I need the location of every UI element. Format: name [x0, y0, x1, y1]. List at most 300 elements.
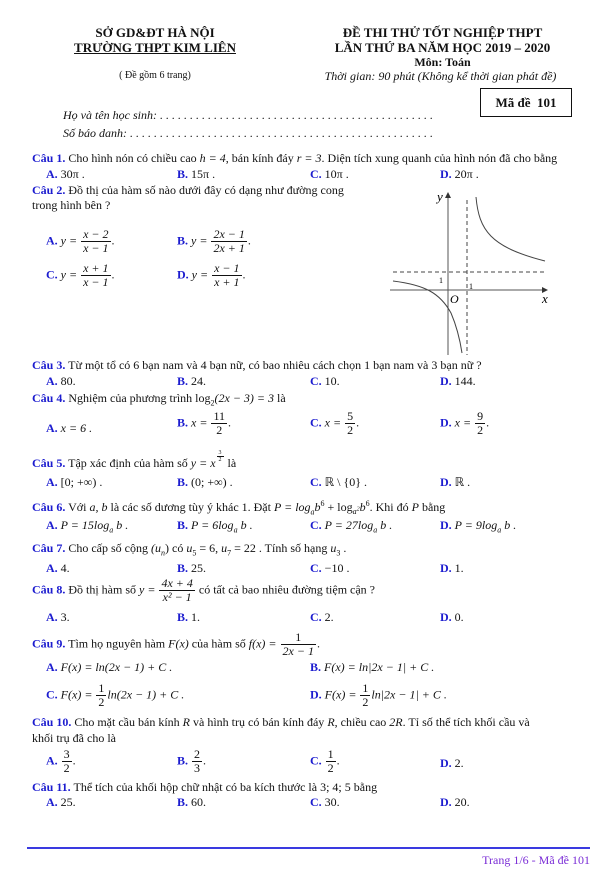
numerator: 5	[347, 409, 354, 423]
math: P	[411, 500, 419, 514]
question-1	[32, 151, 557, 165]
option-letter: A.	[46, 475, 58, 489]
x-axis-label: x	[542, 291, 548, 306]
option-text: [0; +∞) .	[60, 475, 103, 489]
option-a[interactable]	[46, 374, 76, 388]
option-letter: B.	[177, 518, 189, 532]
math: y =	[60, 267, 78, 282]
option-d[interactable]	[310, 682, 447, 709]
math: F(x)	[168, 636, 189, 651]
option-text: 20.	[454, 795, 470, 809]
option-b[interactable]	[177, 748, 206, 775]
option-c[interactable]	[310, 410, 359, 437]
question-label: Câu 4.	[32, 391, 66, 405]
fraction	[81, 228, 110, 255]
option-b[interactable]	[177, 518, 253, 537]
numerator: 11	[213, 409, 226, 423]
exam-subject: Môn: Toán	[414, 55, 471, 69]
option-text: 24.	[191, 374, 207, 388]
option-text: 25.	[191, 561, 207, 575]
question-2-cont: trong hình bên ?	[32, 198, 111, 212]
option-text: 15π .	[191, 167, 216, 181]
math: x =	[454, 415, 472, 430]
option-letter: B.	[177, 561, 189, 575]
option-letter: C.	[310, 167, 322, 181]
option-letter: A.	[46, 610, 58, 624]
denominator: 2	[216, 423, 223, 437]
option-c[interactable]	[310, 518, 392, 537]
page-count-note: ( Đề gồm 6 trang)	[119, 70, 191, 81]
option-letter: C.	[310, 795, 322, 809]
option-b[interactable]	[177, 561, 206, 575]
math: f(x) =	[248, 636, 277, 651]
option-letter: C.	[310, 561, 322, 575]
exam-code-box	[480, 88, 572, 117]
option-b[interactable]	[177, 374, 206, 388]
math-sub: 3	[336, 548, 341, 558]
option-text: ℝ .	[454, 475, 471, 489]
math: b .	[377, 518, 393, 532]
math: R	[182, 715, 190, 729]
option-b[interactable]	[177, 610, 200, 624]
math: y =	[191, 267, 209, 282]
denominator: x − 1	[83, 275, 109, 289]
option-a[interactable]	[46, 518, 128, 537]
punct: .	[111, 233, 115, 248]
student-name-field[interactable]: Họ và tên học sinh: . . . . . . . . . . . . . . . . . . . . . . . . . . . . . . . . . . . . . . . . . . . . . .	[63, 108, 433, 122]
math-sup: 2	[356, 506, 360, 513]
option-letter: C.	[310, 753, 322, 768]
fraction	[360, 682, 370, 709]
math: y = x	[190, 456, 216, 470]
math: x =	[191, 415, 208, 430]
question-label: Câu 7.	[32, 541, 66, 555]
denominator: 2	[98, 695, 105, 709]
option-d[interactable]	[440, 475, 470, 489]
option-letter: A.	[46, 167, 58, 181]
math: ln(2x − 1) + C .	[107, 687, 185, 702]
exam-title: ĐỀ THI THỬ TỐT NGHIỆP THPT	[342, 25, 543, 40]
option-c[interactable]	[310, 748, 340, 775]
question-8	[32, 577, 375, 604]
math-sub: 7	[227, 548, 232, 558]
student-id-field[interactable]: Số báo danh: . . . . . . . . . . . . . . . . . . . . . . . . . . . . . . . . . . . . . . . . . . . . . . . . . . .	[63, 126, 433, 140]
fraction	[212, 262, 241, 289]
question-text: . Tỉ số thể tích khối cầu và	[402, 715, 530, 729]
math: u	[221, 541, 228, 555]
fraction	[475, 410, 485, 437]
denominator: 2	[327, 761, 334, 775]
option-letter: B.	[177, 795, 189, 809]
option-d[interactable]	[440, 795, 470, 809]
department-name: SỞ GD&ĐT HÀ NỘI	[95, 25, 215, 40]
fraction	[326, 748, 336, 775]
math: b .	[237, 518, 253, 532]
exponent-fraction	[217, 450, 224, 463]
numerator: 2x − 1	[213, 227, 245, 241]
option-letter: C.	[46, 267, 58, 282]
numerator: 1	[362, 681, 369, 695]
numerator: 1	[98, 681, 105, 695]
fraction	[81, 262, 110, 289]
option-letter: D.	[440, 561, 452, 575]
option-letter: A.	[46, 660, 58, 674]
math: F(x) =	[324, 687, 357, 702]
numerator: 1	[281, 631, 316, 645]
option-letter: D.	[440, 795, 452, 809]
question-text: và hình trụ có bán kính đáy	[190, 715, 328, 729]
math: b	[314, 500, 321, 514]
option-d[interactable]	[440, 561, 464, 575]
math: x =	[324, 415, 342, 430]
option-d[interactable]	[440, 756, 464, 770]
numerator: x − 1	[214, 261, 240, 275]
option-letter: B.	[310, 660, 322, 674]
question-label: Câu 6.	[32, 500, 66, 514]
option-b[interactable]	[177, 410, 231, 437]
question-text: Tập xác định của hàm số	[68, 456, 191, 470]
math-sub: a	[310, 507, 315, 517]
question-label: Câu 10.	[32, 715, 72, 729]
math: b	[359, 500, 366, 514]
question-text: là	[274, 391, 286, 405]
option-letter: D.	[440, 374, 452, 388]
punct: .	[336, 753, 340, 768]
option-d[interactable]	[177, 262, 246, 289]
math: ln|2x − 1| + C .	[371, 687, 447, 702]
question-7	[32, 541, 346, 560]
option-letter: D.	[440, 475, 452, 489]
option-text: 10.	[324, 374, 340, 388]
question-text: có tất cả bao nhiêu đường tiệm cận ?	[195, 582, 376, 597]
option-b[interactable]	[177, 167, 215, 181]
option-c[interactable]	[310, 374, 340, 388]
denominator: 2	[477, 423, 484, 437]
math: (u	[151, 541, 161, 555]
option-letter: D.	[440, 610, 452, 624]
option-text: F(x) = ln(2x − 1) + C .	[60, 660, 173, 674]
option-c[interactable]	[310, 561, 349, 575]
option-letter: D.	[440, 167, 452, 181]
question-label: Câu 8.	[32, 582, 66, 597]
question-10	[32, 715, 530, 729]
question-label: Câu 2.	[32, 183, 66, 197]
option-text: 2.	[454, 756, 464, 770]
math: (2x − 3) = 3	[214, 391, 275, 405]
option-a[interactable]	[46, 561, 70, 575]
option-text: 1.	[454, 561, 464, 575]
question-11	[32, 780, 377, 794]
fraction	[159, 577, 194, 604]
question-label: Câu 5.	[32, 456, 66, 470]
option-letter: C.	[310, 374, 322, 388]
fraction	[211, 228, 246, 255]
option-a[interactable]	[46, 795, 76, 809]
option-b[interactable]	[177, 795, 206, 809]
option-text: 144.	[454, 374, 476, 388]
question-label: Câu 11.	[32, 780, 71, 794]
option-letter: A.	[46, 518, 58, 532]
option-letter: B.	[177, 167, 189, 181]
option-d[interactable]	[440, 410, 489, 437]
origin-label: O	[450, 292, 459, 306]
punct: .	[316, 636, 320, 651]
math: b .	[501, 518, 517, 532]
option-text: 60.	[191, 795, 207, 809]
option-letter: C.	[310, 610, 322, 624]
option-a[interactable]	[46, 228, 115, 255]
question-label: Câu 9.	[32, 636, 66, 651]
curve-right-branch	[476, 197, 545, 261]
option-letter: A.	[46, 561, 58, 575]
numerator: 3	[218, 450, 222, 456]
denominator: 2	[362, 695, 369, 709]
denominator: 3	[194, 761, 201, 775]
math-sub: 2	[210, 398, 215, 408]
option-letter: B.	[177, 475, 189, 489]
option-letter: A.	[46, 421, 58, 435]
question-text: Nghiệm của phương trình	[68, 391, 196, 405]
punct: .	[72, 753, 76, 768]
question-text: Thể tích của khối hộp chữ nhật có ba kích thước là 3; 4; 5 bằng	[73, 780, 378, 794]
math: y =	[139, 582, 156, 597]
option-text: 2.	[324, 610, 334, 624]
option-letter: B.	[177, 415, 189, 430]
question-text: Cho cấp số cộng	[68, 541, 151, 555]
math: F(x) =	[60, 687, 93, 702]
math: R	[327, 715, 335, 729]
option-a[interactable]	[46, 167, 85, 181]
numerator: 1	[327, 747, 334, 761]
option-text: −10 .	[324, 561, 350, 575]
punct: .	[228, 415, 232, 430]
question-label: Câu 3.	[32, 358, 66, 372]
question-text: của hàm số	[188, 636, 249, 651]
math-sub: a	[109, 525, 114, 535]
denominator: 2x − 1	[282, 644, 314, 658]
exam-code: Mã đề 101	[495, 94, 557, 110]
math: a, b	[89, 500, 108, 514]
option-d[interactable]	[440, 518, 516, 537]
question-text: Đồ thị hàm số	[68, 582, 140, 597]
function-graph	[385, 185, 565, 355]
question-2	[32, 183, 344, 197]
question-text: . Tính số hạng	[255, 541, 331, 555]
question-3	[32, 358, 482, 372]
numerator: 4x + 4	[161, 576, 193, 590]
question-5	[32, 450, 237, 470]
option-text: 4.	[60, 561, 70, 575]
option-a[interactable]	[46, 660, 172, 674]
question-text: có	[169, 541, 187, 555]
punct: .	[340, 541, 347, 555]
punct: .	[242, 267, 246, 282]
fraction	[281, 631, 316, 658]
math: 2R	[389, 715, 403, 729]
question-text: Đồ thị của hàm số nào dưới đây có dạng như đường cong	[68, 183, 344, 197]
option-text: ℝ \ {0} .	[324, 475, 368, 489]
math-sub: a	[233, 525, 238, 535]
denominator: 2	[218, 457, 222, 463]
option-text: 30.	[324, 795, 340, 809]
question-9	[32, 631, 320, 658]
option-d[interactable]	[440, 374, 476, 388]
question-text: , chiều cao	[334, 715, 390, 729]
page-footer: Trang 1/6 - Mã đề 101	[482, 853, 590, 867]
question-text: Từ một tổ có 6 bạn nam và 4 bạn nữ, có bao nhiêu cách chọn 1 bạn nam và 3 bạn nữ ?	[68, 358, 482, 372]
option-b[interactable]	[177, 475, 233, 489]
math: = 6,	[196, 541, 222, 555]
math: a	[352, 507, 357, 517]
question-text: Tìm họ nguyên hàm	[68, 636, 169, 651]
question-text: Cho hình nón có chiều cao	[68, 151, 200, 165]
question-text: , bán kính đáy	[225, 151, 297, 165]
punct: .	[486, 415, 490, 430]
option-c[interactable]	[310, 610, 334, 624]
option-letter: C.	[310, 415, 322, 430]
numerator: 3	[63, 747, 70, 761]
math: b .	[113, 518, 129, 532]
math: y =	[60, 233, 78, 248]
fraction	[192, 748, 202, 775]
question-text: . Diện tích xung quanh của hình nón đã cho bằng	[321, 151, 558, 165]
question-6	[32, 497, 445, 519]
option-d[interactable]	[440, 610, 464, 624]
option-c[interactable]	[310, 475, 367, 489]
option-letter: A.	[46, 753, 58, 768]
option-letter: A.	[46, 233, 58, 248]
option-c[interactable]	[46, 262, 115, 289]
option-letter: D.	[440, 756, 452, 770]
math-sup: 6	[320, 499, 325, 508]
numerator: 2	[194, 747, 201, 761]
punct: .	[356, 415, 360, 430]
option-letter: D.	[310, 687, 322, 702]
exam-session: LẦN THỨ BA NĂM HỌC 2019 – 2020	[334, 40, 551, 55]
option-letter: D.	[440, 415, 452, 430]
option-letter: B.	[177, 374, 189, 388]
y-axis-label: y	[437, 189, 443, 204]
option-text: 80.	[60, 374, 76, 388]
option-letter: A.	[46, 795, 58, 809]
denominator: x² − 1	[162, 590, 192, 604]
math: h = 4	[199, 151, 226, 165]
option-letter: C.	[310, 518, 322, 532]
question-label: Câu 1.	[32, 151, 66, 165]
math: u	[330, 541, 337, 555]
exam-time: Thời gian: 90 phút (Không kể thời gian phát đề)	[324, 69, 557, 83]
option-letter: B.	[177, 233, 189, 248]
fraction	[62, 748, 72, 775]
option-text: (0; +∞) .	[191, 475, 233, 489]
punct: .	[203, 753, 207, 768]
option-text: x = 6 .	[60, 421, 93, 435]
option-letter: B.	[177, 753, 189, 768]
option-a[interactable]	[46, 748, 76, 775]
option-text: 20π .	[454, 167, 479, 181]
option-letter: C.	[46, 687, 58, 702]
question-text: Với	[68, 500, 90, 514]
question-text: là các số dương tùy ý khác 1. Đặt	[107, 500, 274, 514]
math-sub	[353, 507, 360, 516]
option-d[interactable]	[440, 167, 479, 181]
option-letter: B.	[177, 610, 189, 624]
fraction	[96, 682, 106, 709]
math-sub: n	[161, 548, 165, 558]
option-text: 10π .	[324, 167, 349, 181]
option-text: 0.	[454, 610, 464, 624]
option-text: 3.	[60, 610, 70, 624]
option-text: F(x) = ln|2x − 1| + C .	[324, 660, 435, 674]
fraction	[345, 410, 355, 437]
option-text: P = 9log	[454, 518, 498, 532]
math-sub: a	[497, 525, 502, 535]
denominator: 2	[347, 423, 354, 437]
punct: .	[247, 233, 251, 248]
tick-y-1: 1	[439, 276, 443, 285]
math-sub: 5	[192, 548, 197, 558]
denominator: 2x + 1	[213, 241, 245, 255]
question-text: bằng	[418, 500, 446, 514]
math-sup: 6	[365, 499, 370, 508]
option-letter: A.	[46, 374, 58, 388]
question-4	[32, 391, 286, 410]
option-text: 25.	[60, 795, 76, 809]
option-text: 1.	[191, 610, 201, 624]
question-text: Cho mặt cầu bán kính	[74, 715, 183, 729]
question-text: . Khi đó	[369, 500, 412, 514]
math-sub: a	[373, 525, 378, 535]
option-b[interactable]	[310, 660, 434, 674]
option-text: P = 6log	[191, 518, 234, 532]
option-a[interactable]	[46, 610, 70, 624]
option-a[interactable]	[46, 475, 102, 489]
math: log	[195, 391, 211, 405]
math: P = log	[273, 500, 311, 514]
option-letter: D.	[440, 518, 452, 532]
option-letter: D.	[177, 267, 189, 282]
school-name: TRƯỜNG THPT KIM LIÊN	[74, 40, 236, 55]
option-c[interactable]	[310, 795, 340, 809]
math: + log	[324, 500, 353, 514]
question-text: là	[224, 456, 237, 470]
option-letter: C.	[310, 475, 322, 489]
denominator: 2	[63, 761, 70, 775]
numerator: x + 1	[83, 261, 109, 275]
numerator: 9	[477, 409, 484, 423]
option-c[interactable]	[46, 682, 184, 709]
option-a[interactable]	[46, 421, 92, 435]
tick-x-1: 1	[469, 282, 473, 291]
option-text: P = 27log	[324, 518, 374, 532]
math: )	[165, 541, 169, 555]
footer-divider	[27, 847, 590, 849]
numerator: x − 2	[83, 227, 109, 241]
math: r = 3	[296, 151, 322, 165]
option-c[interactable]	[310, 167, 349, 181]
math: u	[186, 541, 193, 555]
denominator: x − 1	[83, 241, 109, 255]
option-b[interactable]	[177, 228, 251, 255]
math: y =	[191, 233, 208, 248]
math: = 22	[231, 541, 256, 555]
question-10-cont: khối trụ đã cho là	[32, 731, 116, 745]
option-text: 30π .	[60, 167, 85, 181]
punct: .	[111, 267, 115, 282]
denominator: x + 1	[214, 275, 240, 289]
option-text: P = 15log	[60, 518, 110, 532]
fraction	[211, 410, 227, 437]
